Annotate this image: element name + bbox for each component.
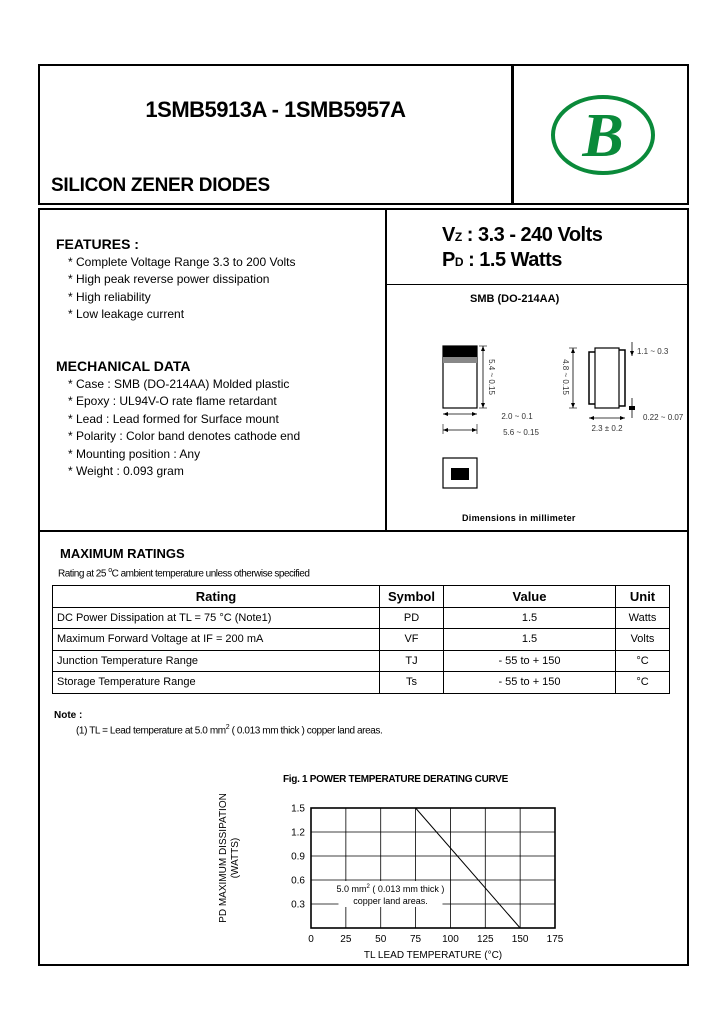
package-drawing	[433, 322, 683, 502]
mechanical-item: * Epoxy : UL94V-O rate flame retardant	[68, 394, 277, 409]
figure-title: Fig. 1 POWER TEMPERATURE DERATING CURVE	[283, 774, 508, 785]
cell-symbol: VF	[380, 629, 444, 651]
x-tick-label: 75	[410, 934, 422, 945]
table-row	[53, 607, 670, 629]
ratings-title: MAXIMUM RATINGS	[60, 546, 185, 561]
mechanical-item: * Weight : 0.093 gram	[68, 463, 184, 478]
header-symbol: Symbol	[380, 586, 444, 608]
spec-voltage: VZ : 3.3 - 240 Volts	[442, 224, 603, 246]
cell-rating: DC Power Dissipation at TL = 75 °C (Note1)	[53, 607, 380, 629]
cell-value: - 55 to + 150	[444, 650, 616, 672]
x-tick-label: 0	[308, 934, 314, 945]
ratings-condition: Rating at 25 $^o$C ambient temperature unless otherwise specified	[58, 567, 310, 580]
table-header-row	[53, 586, 670, 608]
mechanical-list	[68, 376, 300, 480]
ylabel-line2: (WATTS)	[230, 837, 241, 879]
cell-symbol: TJ	[380, 650, 444, 672]
cell-value: 1.5	[444, 607, 616, 629]
chart-annotation-line1: 5.0 $mm^2$ ( 0.013 mm thick )	[336, 884, 445, 894]
chart-annotation-line2: copper land areas.	[353, 896, 428, 906]
cell-symbol: PD	[380, 607, 444, 629]
spec-divider	[385, 284, 687, 285]
bottom-pad	[451, 468, 469, 480]
feature-item: * High reliability	[68, 289, 151, 304]
mechanical-item: * Mounting position : Any	[68, 446, 201, 461]
series-line-derating	[416, 808, 521, 928]
mechanical-item: * Case : SMB (DO-214AA) Molded plastic	[68, 377, 290, 391]
cell-value: 1.5	[444, 629, 616, 651]
dim-side-height: 4.8 ~ 0.15	[561, 359, 570, 395]
dimensions-note: Dimensions in millimeter	[462, 513, 576, 523]
derating-chart	[210, 788, 590, 964]
brand-logo	[550, 94, 656, 176]
dim-height: 5.4 ~ 0.15	[487, 359, 496, 395]
dim-lead-thickness: 0.22 ~ 0.07	[643, 413, 683, 422]
dim-side-width: 2.3 ± 0.2	[591, 424, 623, 433]
cell-rating: Storage Temperature Range	[53, 672, 380, 694]
chart-xlabel: TL LEAD TEMPERATURE (°C)	[363, 950, 503, 961]
ylabel-line1: PD MAXIMUM DISSIPATION	[218, 793, 229, 923]
cell-value: - 55 to + 150	[444, 672, 616, 694]
mechanical-item: * Polarity : Color band denotes cathode end	[68, 429, 301, 444]
cell-rating: Maximum Forward Voltage at IF = 200 mA	[53, 629, 380, 651]
package-title: SMB (DO-214AA)	[470, 293, 560, 305]
title-box	[38, 64, 513, 205]
x-tick-label: 125	[476, 934, 494, 945]
x-tick-label: 25	[340, 934, 352, 945]
header-value: Value	[444, 586, 616, 608]
note-title: Note :	[54, 710, 83, 721]
features-title: FEATURES :	[56, 236, 139, 252]
features-list	[68, 254, 296, 324]
header-rating: Rating	[53, 586, 380, 608]
dim-length: 5.6 ~ 0.15	[503, 428, 539, 437]
mechanical-item: * Lead : Lead formed for Surface mount	[68, 411, 279, 426]
cathode-band	[443, 346, 477, 357]
vertical-divider	[385, 210, 387, 530]
header-unit: Unit	[616, 586, 670, 608]
table-row	[53, 629, 670, 651]
feature-item: * Complete Voltage Range 3.3 to 200 Volts	[68, 255, 296, 269]
section-divider	[40, 530, 687, 532]
cell-unit: Watts	[616, 607, 670, 629]
cell-rating: Junction Temperature Range	[53, 650, 380, 672]
cell-unit: °C	[616, 650, 670, 672]
dim-lead-top: 1.1 ~ 0.3	[637, 347, 669, 356]
chart-plot-area	[291, 804, 564, 946]
mechanical-title: MECHANICAL DATA	[56, 358, 191, 374]
y-tick-label: 0.9	[291, 851, 305, 863]
product-subtitle: SILICON ZENER DIODES	[51, 175, 270, 196]
x-tick-label: 50	[375, 934, 387, 945]
cell-unit: Volts	[616, 629, 670, 651]
y-tick-label: 1.2	[291, 827, 305, 839]
table-row	[53, 650, 670, 672]
note-text: (1) TL = Lead temperature at 5.0 $mm^2$ ( 0.013 mm thick ) copper land areas.	[76, 724, 383, 737]
table-row	[53, 672, 670, 694]
feature-item: * Low leakage current	[68, 307, 185, 322]
band-shade	[443, 357, 477, 363]
logo-box	[512, 64, 689, 205]
plot-frame	[311, 808, 555, 928]
dim-band-width: 2.0 ~ 0.1	[501, 412, 533, 421]
x-tick-label: 150	[511, 934, 529, 945]
y-tick-label: 0.3	[291, 899, 305, 911]
ratings-table	[52, 585, 670, 694]
x-tick-label: 175	[546, 934, 564, 945]
package-side-view	[595, 348, 619, 408]
y-tick-label: 0.6	[291, 875, 305, 887]
cell-unit: °C	[616, 672, 670, 694]
y-tick-label: 1.5	[291, 803, 305, 815]
x-tick-label: 100	[442, 934, 459, 945]
logo-letter: B	[582, 102, 624, 170]
chart-ylabel	[218, 793, 241, 923]
cell-symbol: Ts	[380, 672, 444, 694]
spec-power: PD : 1.5 Watts	[442, 249, 562, 271]
feature-item: * High peak reverse power dissipation	[68, 272, 270, 287]
main-box	[38, 208, 689, 966]
product-title: 1SMB5913A - 1SMB5957A	[145, 97, 406, 122]
